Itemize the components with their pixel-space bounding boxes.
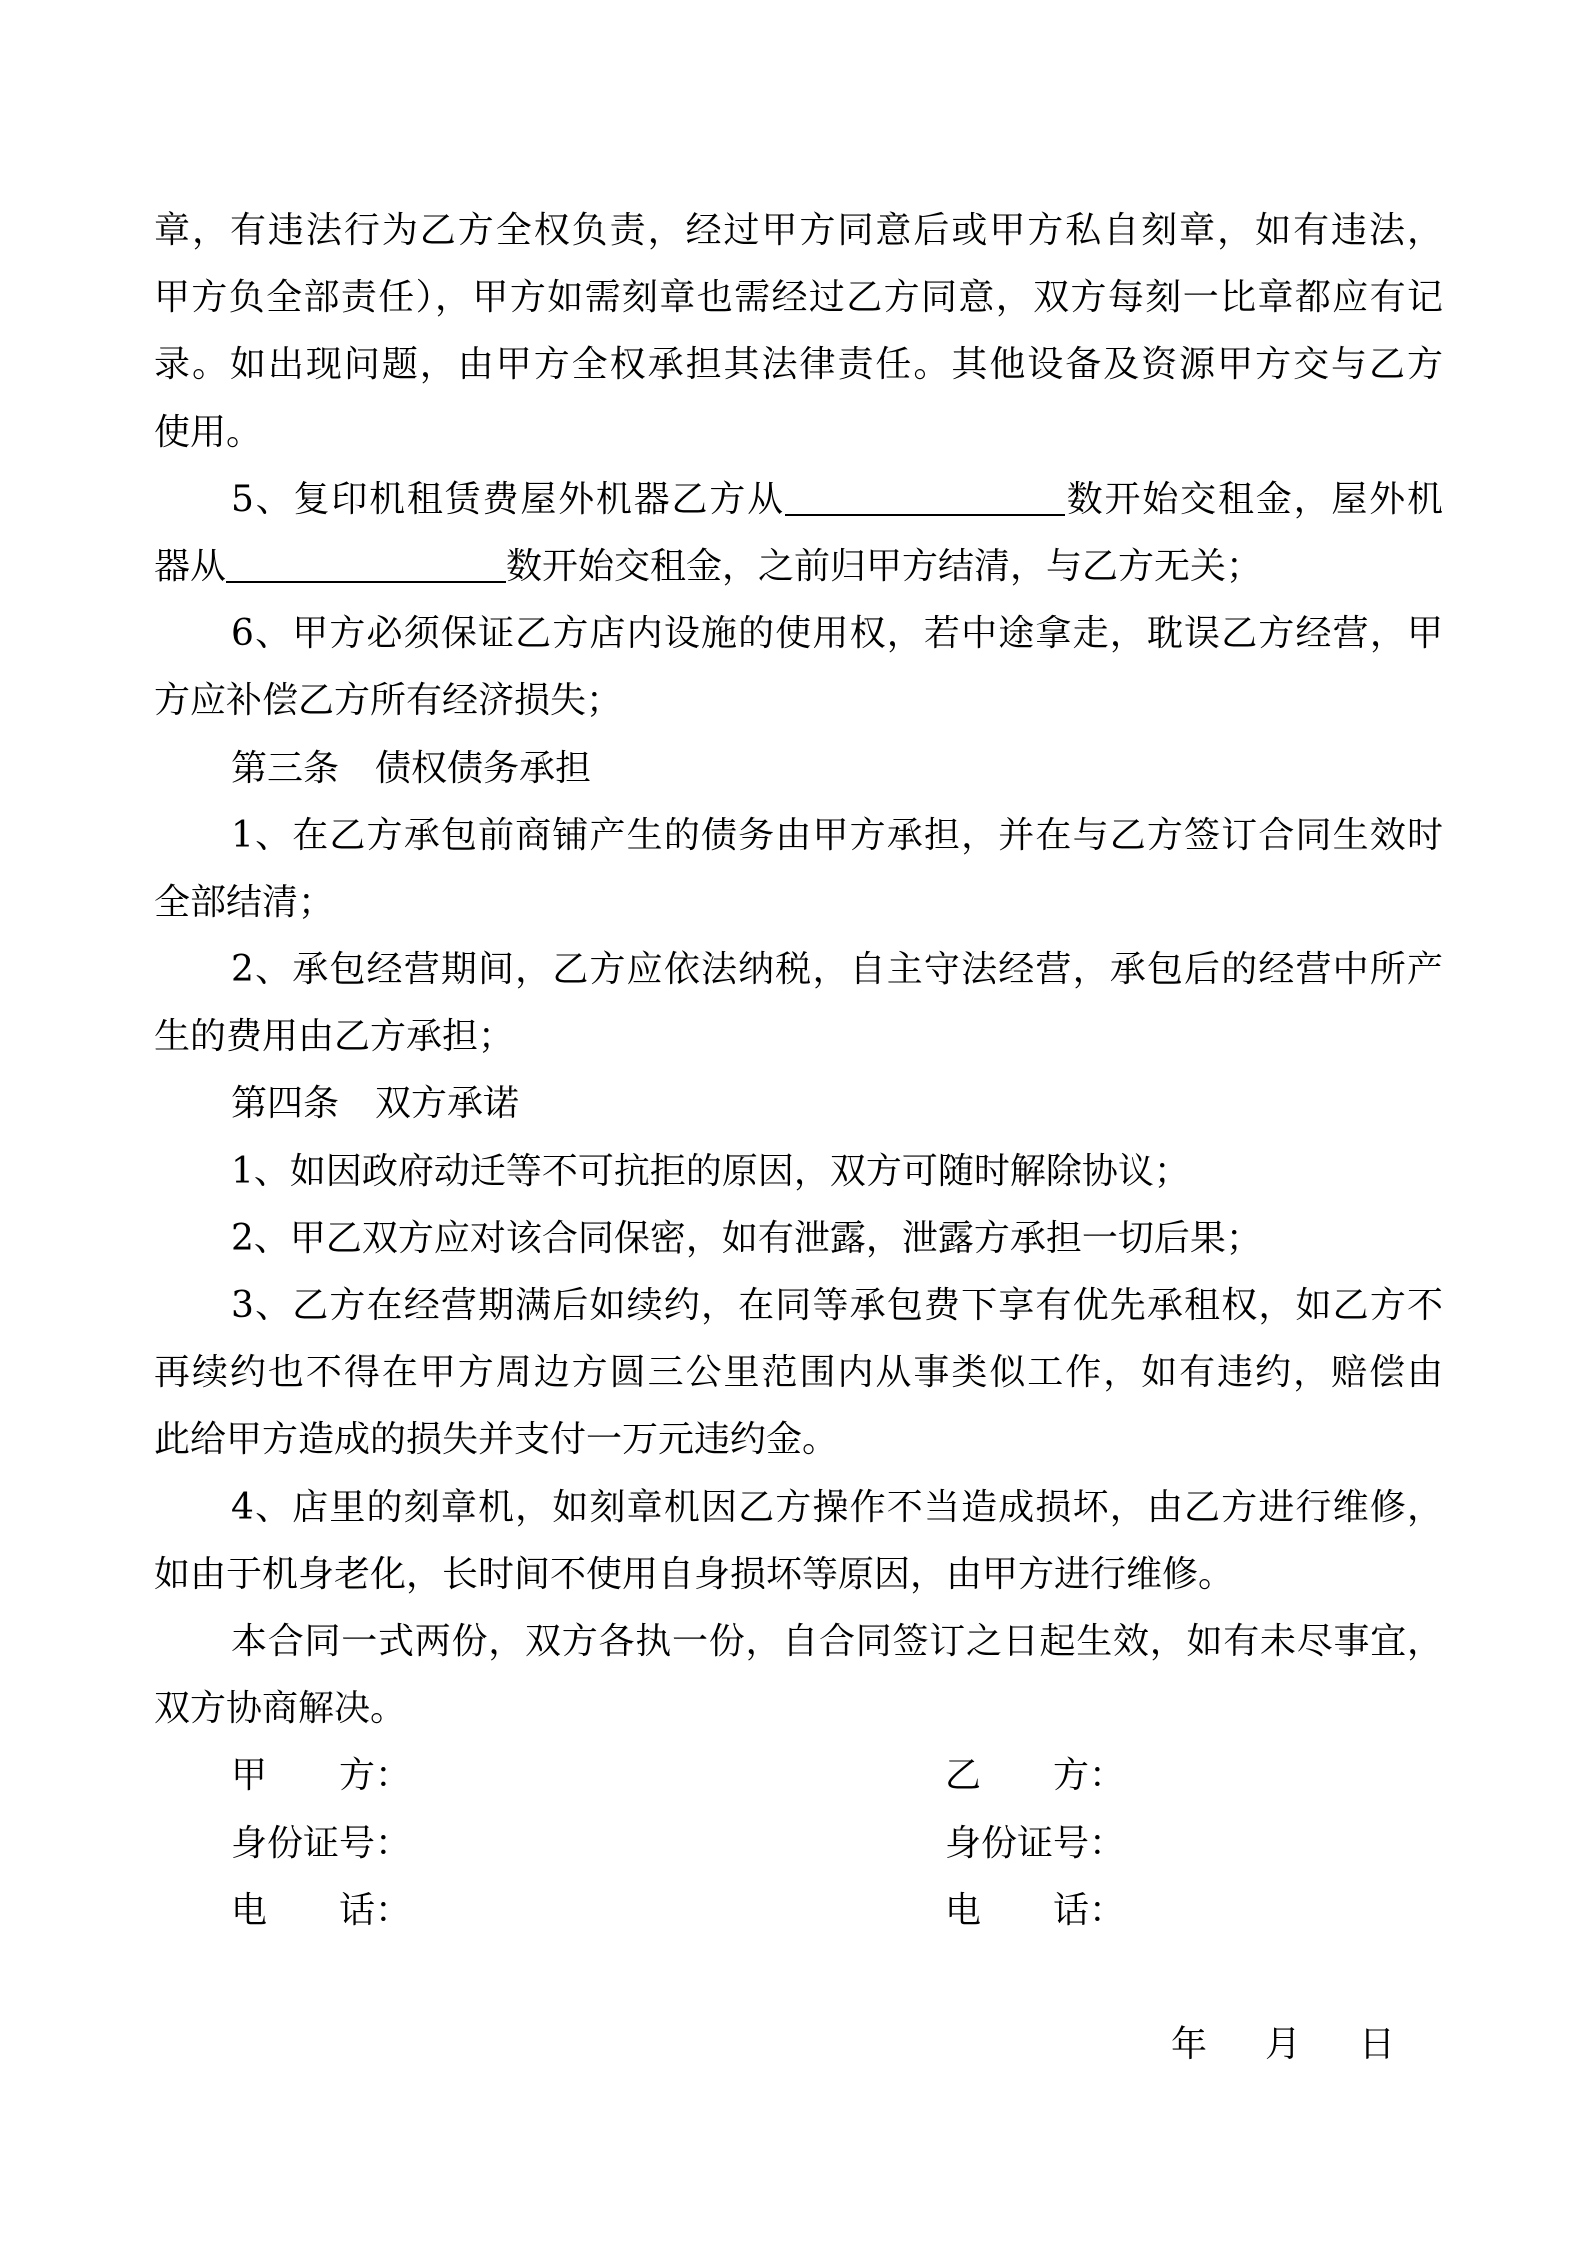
item-5-line-1-text-after-blank: 数开始交租金，屋外机 (1064, 478, 1443, 520)
item-4-continued-line-1: 章，有违法行为乙方全权负责，经过甲方同意后或甲方私自刻章，如有违法， (154, 210, 1443, 251)
item-5-line-2 (154, 533, 1443, 600)
signing-date (154, 2011, 1443, 2078)
party-b-id-label: 身份证号： (945, 1822, 1126, 1864)
article-3-item-2-line-2: 生的费用由乙方承担； (154, 1016, 515, 1058)
item-4-continued-line-2: 甲方负全部责任），甲方如需刻章也需经过乙方同意，双方每刻一比章都应有记 (154, 277, 1443, 319)
party-a-label: 甲 方： (231, 1755, 412, 1797)
item-4-continued-line-4: 使用。 (154, 411, 263, 453)
article-4-item-3-line-3: 此给甲方造成的损失并支付一万元违约金。 (154, 1419, 839, 1461)
item-5-line-2-text-after-blank: 数开始交租金，之前归甲方结清，与乙方无关； (506, 545, 1263, 587)
article-4-item-3-line-2: 再续约也不得在甲方周边方圆三公里范围内从事类似工作，如有违约，赔偿由 (154, 1352, 1443, 1394)
article-4-item-3-line-1: 3、乙方在经营期满后如续约，在同等承包费下享有优先承租权，如乙方不 (231, 1285, 1443, 1326)
article-3-item-2-line-1: 2、承包经营期间，乙方应依法纳税，自主守法经营，承包后的经营中所产 (231, 949, 1443, 991)
closing-clause-line-2: 双方协商解决。 (154, 1688, 407, 1730)
item-6-line-2: 方应补偿乙方所有经济损失； (154, 680, 623, 722)
article-3-item-1-line-1: 1、在乙方承包前商铺产生的债务由甲方承担，并在与乙方签订合同生效时 (231, 814, 1443, 856)
party-b-label: 乙 方： (945, 1755, 1126, 1797)
article-4-heading: 第四条 双方承诺 (231, 1083, 520, 1125)
closing-clause-line-1: 本合同一式两份，双方各执一份，自合同签订之日起生效，如有未尽事宜， (231, 1620, 1443, 1662)
blank-spacer-line (154, 1944, 1443, 2011)
date-year-label: 年 (1171, 2024, 1208, 2066)
party-a-id-label: 身份证号： (231, 1822, 412, 1864)
item-5-line-2-text-before-blank: 器从 (154, 545, 227, 587)
item-5-line-1 (154, 466, 1443, 533)
contract-body (154, 197, 1443, 2078)
signature-row-party (154, 1742, 1443, 1809)
article-4-item-4-line-2: 如由于机身老化，长时间不使用自身损坏等原因，由甲方进行维修。 (154, 1553, 1235, 1595)
item-5-line-1-text-before-blank: 5、复印机租赁费屋外机器乙方从 (231, 478, 785, 520)
signature-row-phone (154, 1877, 1443, 1944)
article-4-item-2-line-1: 2、甲乙双方应对该合同保密，如有泄露，泄露方承担一切后果； (231, 1217, 1262, 1259)
signature-row-id-number (154, 1810, 1443, 1877)
article-3-heading: 第三条 债权债务承担 (231, 747, 592, 789)
date-month-label: 月 (1265, 2024, 1302, 2066)
party-a-phone-label: 电 话： (231, 1889, 412, 1931)
article-4-item-1-line-1: 1、如因政府动迁等不可抗拒的原因，双方可随时解除协议； (231, 1150, 1190, 1192)
item-4-continued-line-3: 录。如出现问题，由甲方全权承担其法律责任。其他设备及资源甲方交与乙方 (154, 344, 1443, 386)
party-b-phone-label: 电 话： (945, 1889, 1126, 1931)
fill-in-blank-2 (226, 581, 506, 583)
item-6-line-1: 6、甲方必须保证乙方店内设施的使用权，若中途拿走，耽误乙方经营，甲 (231, 613, 1443, 655)
fill-in-blank-1 (785, 514, 1065, 516)
date-day-label: 日 (1359, 2024, 1396, 2066)
article-4-item-4-line-1: 4、店里的刻章机，如刻章机因乙方操作不当造成损坏，由乙方进行维修， (231, 1486, 1443, 1528)
article-3-item-1-line-2: 全部结清； (154, 881, 335, 923)
